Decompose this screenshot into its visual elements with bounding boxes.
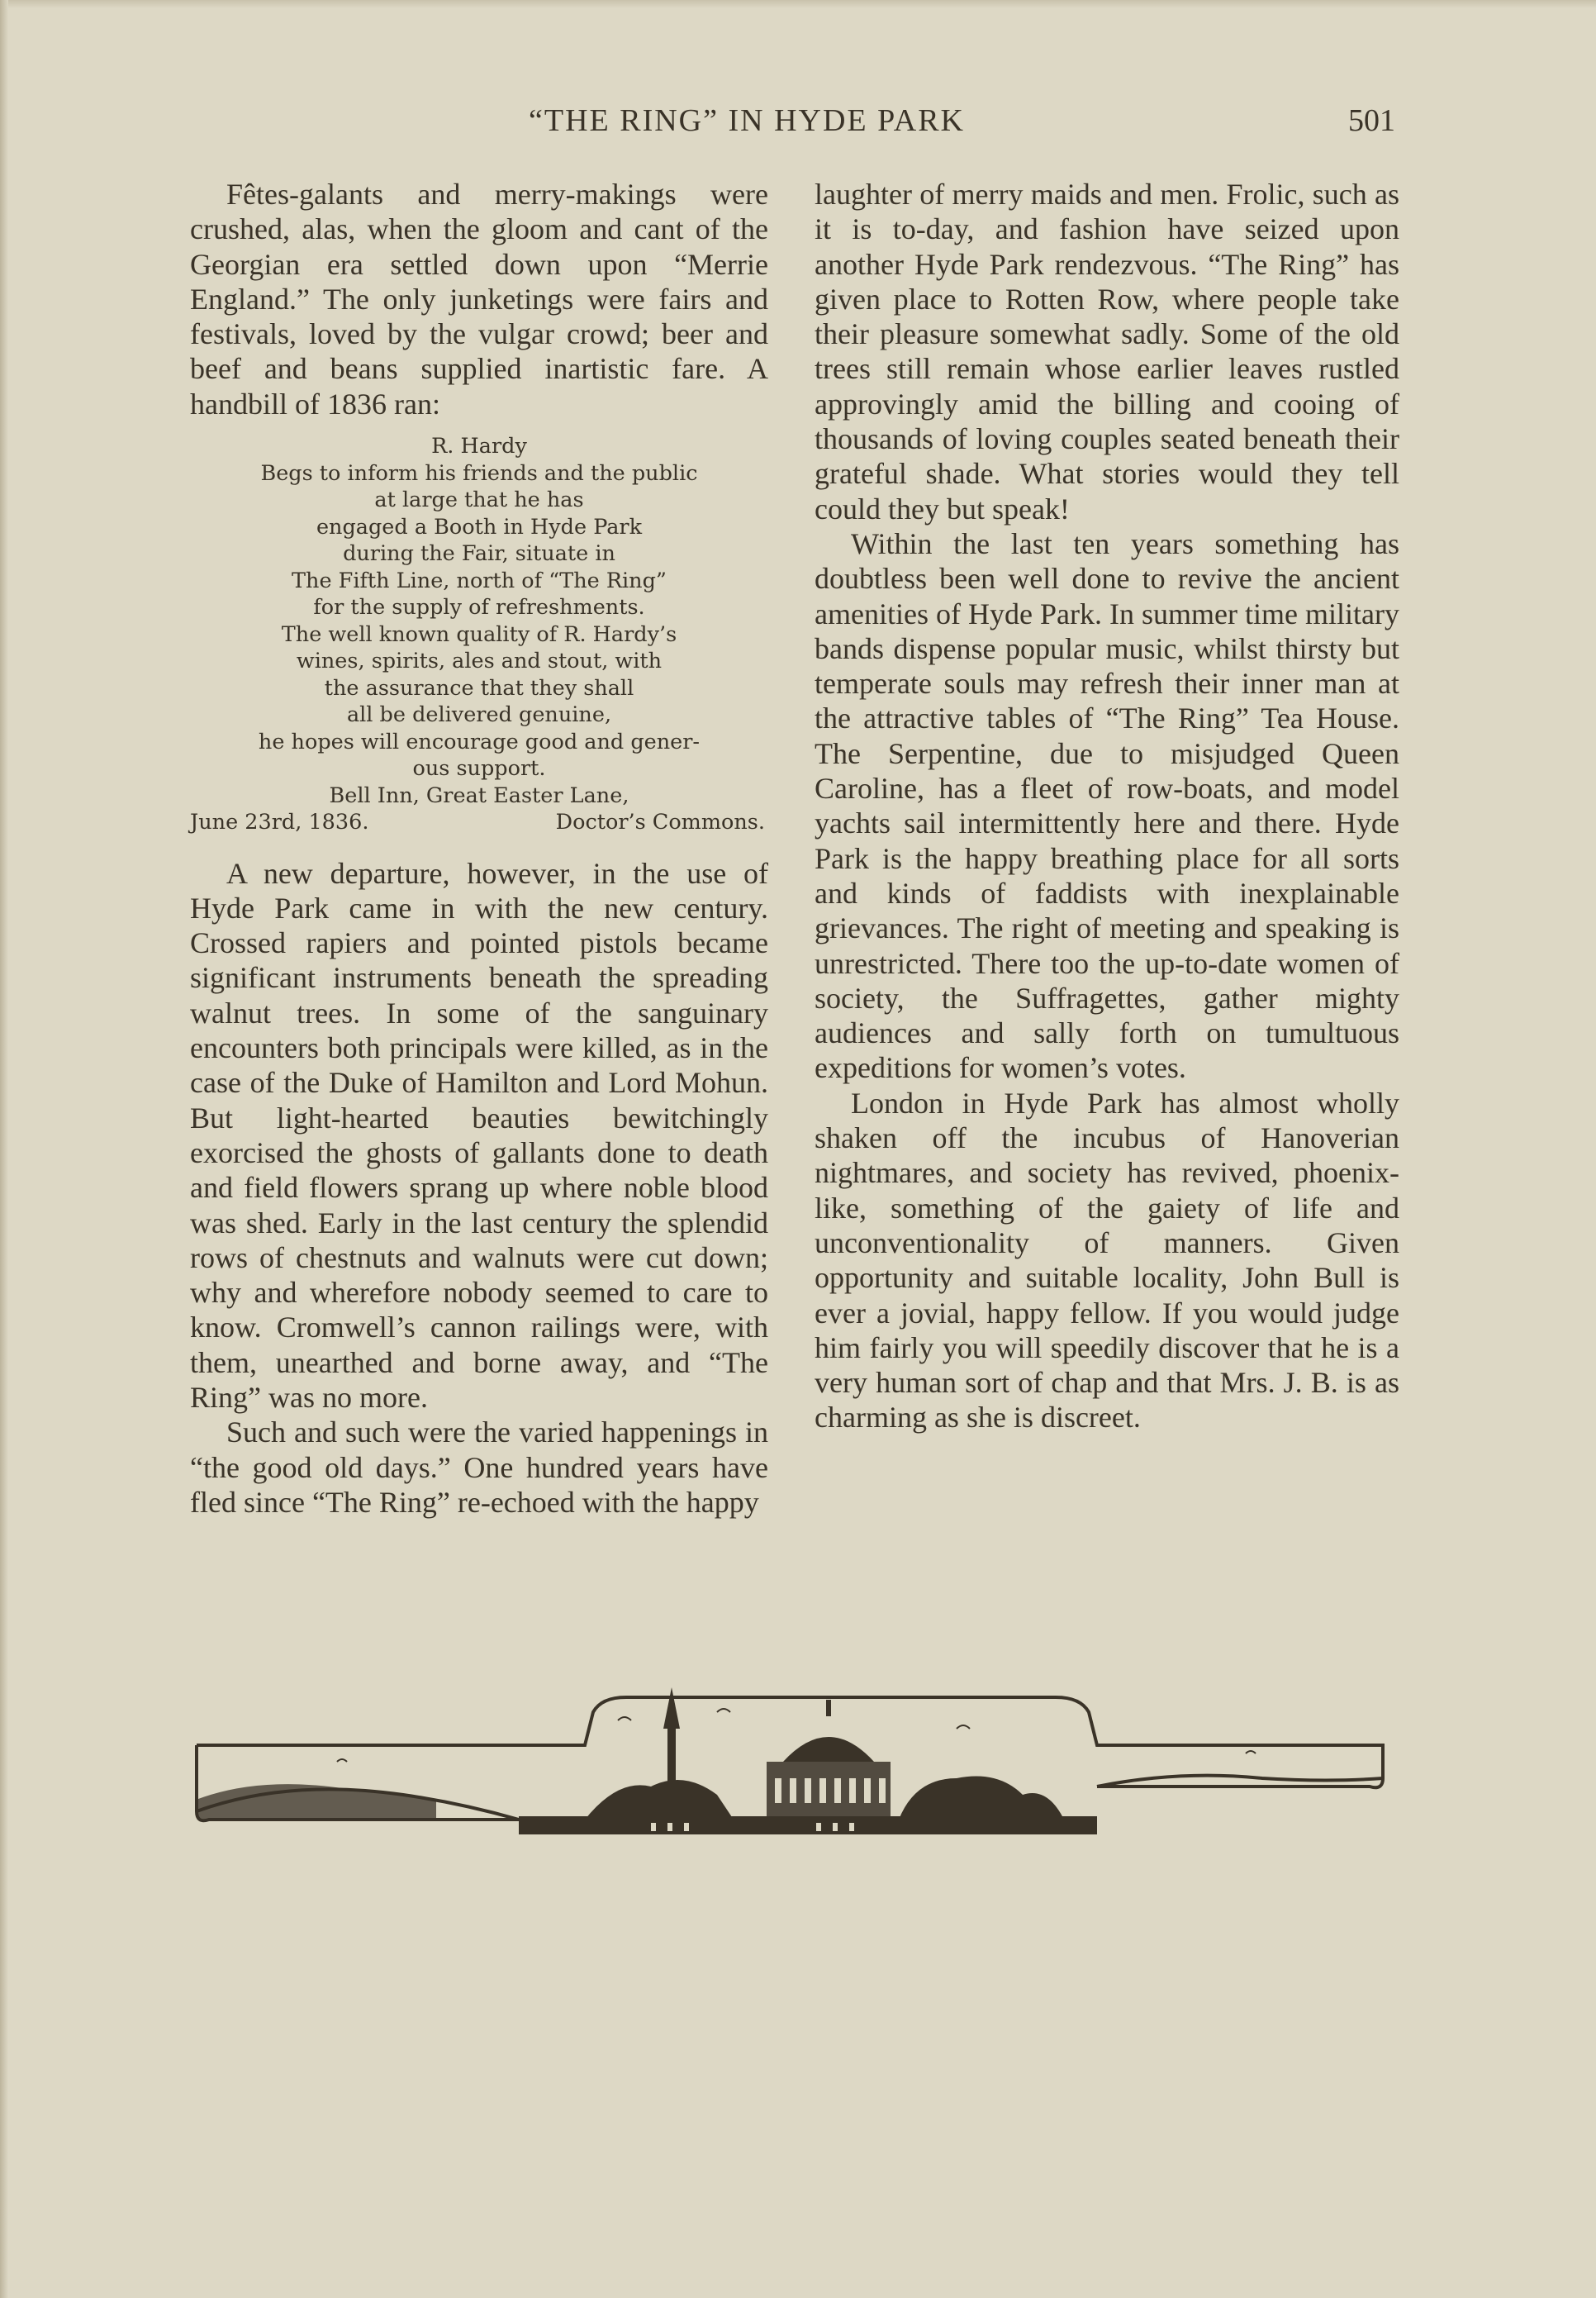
handbill-line: The Fifth Line, north of “The Ring”: [292, 568, 667, 593]
running-title: “THE RING” IN HYDE PARK: [529, 103, 965, 138]
handbill-place: Doctor’s Commons.: [555, 810, 765, 835]
paragraph: Fêtes-galants and merry-makings were crushed, alas, when the gloom and cant of the Georgian era settled down upon “Merrie England.” The only junketings were fairs and festivals, loved by the vulgar crowd; beer and beef and beans supplied inartistic fare. A handbill of 1836 ran:: [190, 178, 768, 421]
paragraph: London in Hyde Park has almost wholly shaken off the incubus of Hanoverian nightmares, and society has revived, phoenix-like, something of the gaiety of life and unconventionality of manners. Given opportunity and suitable locality, John Bull is ever a jovial, happy fellow. If you would judge him fairly you will speedily discover that he is a very human sort of chap and that Mrs. J. B. is as charming as she is discreet.: [815, 1086, 1399, 1434]
handbill-line: for the supply of refreshments.: [313, 595, 645, 621]
handbill-line: The well known quality of R. Hardy’s: [281, 621, 677, 647]
paragraph: laughter of merry maids and men. Frolic, such as it is to-day, and fashion have seized upon another Hyde Park rendezvous. “The Ring” has given place to Rotten Row, where people take their pleasure somewhat sadly. Some of the old trees still remain whose earlier leaves rustled approvingly amid the billing and cooing of thousands of loving couples seated beneath their grateful shade. What stories would they tell could they but speak!: [815, 178, 1399, 526]
handbill-line: Bell Inn, Great Easter Lane,: [329, 783, 629, 808]
paragraph: A new departure, however, in the use of Hyde Park came in with the new century. Crossed rapiers and pointed pistols became significant instruments beneath the spreading walnut trees. In some of the sanguinary encounters both principals were killed, as in the case of the Duke of Hamilton and Lord Mohun. But light-hearted beauties bewitchingly exorcised the ghosts of gallants done to death and field flowers sprang up where noble blood was shed. Early in the last century the splendid rows of chestnuts and walnuts were cut down; why and wherefore nobody seemed to care to know. Cromwell’s cannon railings were, with them, unearthed and borne away, and “The Ring” was no more.: [190, 856, 768, 1415]
handbill-quote: [190, 433, 768, 836]
page-number: 501: [1348, 103, 1395, 138]
handbill-line: Begs to inform his friends and the public: [260, 460, 698, 486]
handbill-line: the assurance that they shall: [324, 675, 634, 701]
handbill-line: engaged a Booth in Hyde Park: [316, 514, 643, 540]
handbill-signature: [190, 809, 768, 836]
handbill-line: all be delivered genuine,: [346, 702, 612, 728]
right-column: [815, 177, 1399, 1435]
page-binding-edge: [0, 0, 8, 2298]
handbill-line: R. Hardy: [431, 434, 527, 459]
handbill-line: he hopes will encourage good and gener-: [258, 729, 701, 754]
paragraph: Within the last ten years something has doubtless been well done to revive the ancient amenities of Hyde Park. In summer time military bands dispense popular music, whilst thirsty but temperate souls may refresh their inner man at the attractive tables of “The Ring” Tea House. The Serpentine, due to misjudged Queen Caroline, has a fleet of row-boats, and model yachts sail intermittently here and there. Hyde Park is the happy breathing place for all sorts and kinds of faddists with inexplainable grievances. The right of meeting and speaking is unrestricted. There too the up-to-date women of society, the Suffragettes, gather mighty audiences and sally forth on tumultuous expeditions for women’s votes.: [815, 526, 1399, 1085]
handbill-line: ous support.: [412, 756, 546, 782]
page-edge: [0, 0, 1596, 8]
handbill-date: June 23rd, 1836.: [190, 810, 369, 835]
left-column: [190, 177, 768, 1520]
handbill-line: wines, spirits, ales and stout, with: [296, 649, 663, 674]
park-vignette-ornament: [188, 1654, 1391, 1853]
handbill-line: at large that he has: [374, 488, 584, 513]
handbill-line: during the Fair, situate in: [343, 541, 615, 567]
paragraph: Such and such were the varied happenings in “the good old days.” One hundred years have fled since “The Ring” re-echoed with the happy: [190, 1415, 768, 1519]
